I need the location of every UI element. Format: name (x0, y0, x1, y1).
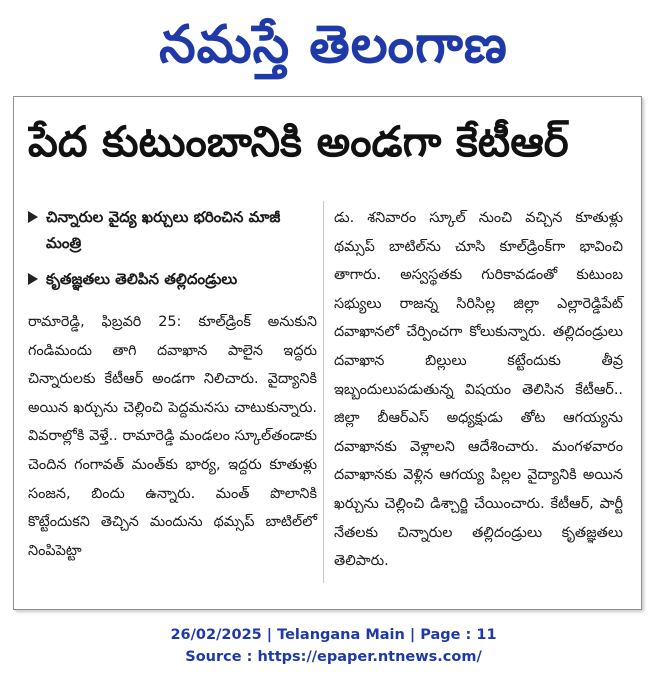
article-clipping (13, 96, 642, 610)
triangle-bullet-icon (28, 211, 38, 223)
subheading-item (28, 204, 317, 256)
triangle-bullet-icon (28, 273, 38, 285)
article-body-left: రామారెడ్డి, ఫిబ్రవరి 25: కూల్‌డ్రింక్ అనుకుని గండిమందు తాగి దవాఖాన పాలైన ఇద్దరు చిన్నారులకు కేటీఆర్ అండగా నిలిచారు. వైద్యానికి అయిన ఖర్చును చెల్లించి పెద్దమనసు చాటుకున్నారు. వివరాల్లోకి వెళ్తే.. రామారెడ్డి మండలం స్కూల్‌తండాకు చెందిన గంగావత్ మంత్‌కు భార్య, ఇద్దరు కూతుళ్లు సంజన, బిందు ఉన్నారు. మంత్ పొలానికి కొట్టేందుకని తెచ్చిన మందును థమ్సప్ బాటిల్‌లో నింపిపెట్టా (28, 314, 317, 559)
subheading-list (28, 204, 317, 292)
edition-info: 26/02/2025 | Telangana Main | Page : 11 (170, 627, 497, 643)
masthead-title: నమస్తే తెలంగాణ (159, 15, 508, 75)
source-footer (0, 624, 667, 668)
masthead (0, 0, 667, 86)
article-headline: పేద కుటుంబానికి అండగా కేటీఆర్ (28, 117, 569, 166)
column-divider (323, 201, 324, 583)
subheading-text: కృతజ్ఞతలు తెలిపిన తల్లిదండ్రులు (46, 270, 238, 288)
article-body-right: డు. శనివారం స్కూల్ నుంచి వచ్చిన కూతుళ్లు థమ్సప్ బాటిల్‌ను చూసి కూల్‌డ్రింక్‌గా భావించి తాగారు. అస్వస్థతకు గురికావడంతో కుటుంబ సభ్యులు రాజన్న సిరిసిల్ల జిల్లా ఎల్లారెడ్డిపేట్ దవాఖానలో చేర్పించగా కోలుకున్నారు. తల్లిదండ్రులు దవాఖాన బిల్లులు కట్టేందుకు తీవ్ర ఇబ్బందులుపడుతున్న విషయం తెలిసిన కేటీఆర్.. జిల్లా బీఆర్‌ఎస్ అధ్యక్షుడు తోట ఆగయ్యను దవాఖానకు వెళ్లాలని ఆదేశించారు. మంగళవారం దవాఖానకు వెళ్లిన ఆగయ్య పిల్లల వైద్యానికి అయిన ఖర్చును చెల్లించి డిశ్చార్జి చేయించారు. కేటీఆర్, పార్టీ నేతలకు చిన్నారుల తల్లిదండ్రులు కృతజ్ఞతలు తెలిపారు. (334, 210, 623, 570)
article-column-right (334, 204, 623, 576)
subheading-item (28, 266, 317, 292)
subheading-text: చిన్నారుల వైద్య ఖర్చులు భరించిన మాజీ మంత్రి (46, 208, 281, 252)
article-column-left (28, 204, 317, 565)
source-url: Source : https://epaper.ntnews.com/ (185, 649, 482, 665)
